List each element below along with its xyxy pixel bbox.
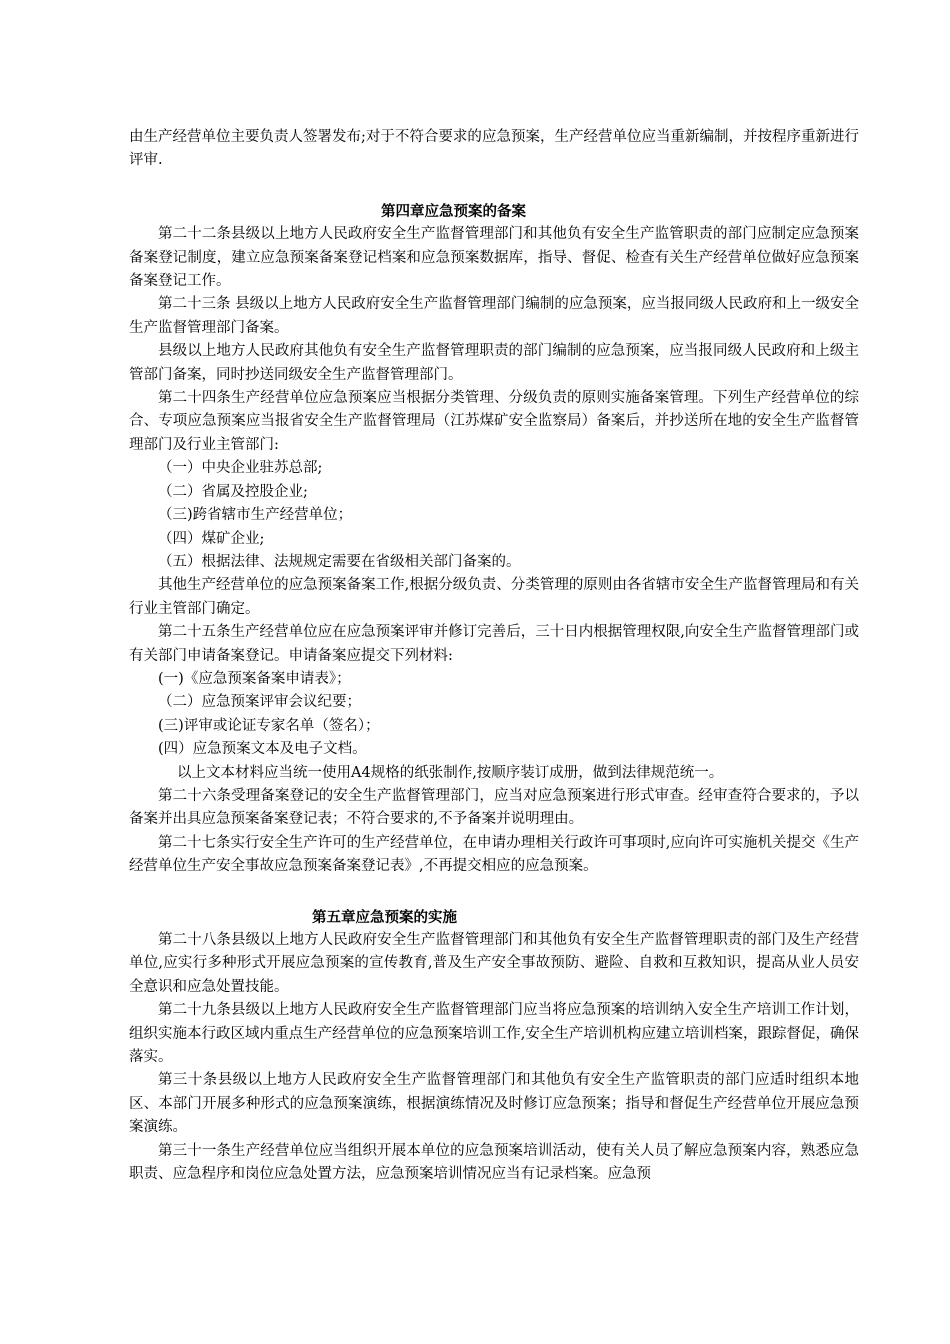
article-22: 第二十二条县级以上地方人民政府安全生产监督管理部门和其他负有安全生产监管职责的部门应制定应急预案备案登记制度，建立应急预案备案登记档案和应急预案数据库，指导、督促、检查有关生产经营单位做好应急预案备案登记工作。 xyxy=(129,226,859,290)
chapter-5-title: 第五章应急预案的实施 xyxy=(312,908,457,926)
list-item: （一）中央企业驻苏总部; xyxy=(158,460,323,477)
list-item: （五）根据法律、法规规定需要在省级相关部门备案的。 xyxy=(158,553,521,570)
article-24-tail: 其他生产经营单位的应急预案备案工作,根据分级负责、分类管理的原则由各省辖市安全生产监督管理局和有关行业主管部门确定。 xyxy=(129,577,859,617)
paragraph-continuation: 由生产经营单位主要负责人签署发布;对于不符合要求的应急预案，生产经营单位应当重新编制，并按程序重新进行评审. xyxy=(129,129,859,169)
article-23-paragraph-1: 第二十三条 县级以上地方人民政府安全生产监督管理部门编制的应急预案，应当报同级人民政府和上一级安全生产监督管理部门备案。 xyxy=(129,296,859,336)
article-27: 第二十七条实行安全生产许可的生产经营单位，在申请办理相关行政许可事项时,应向许可实施机关提交《生产经营单位生产安全事故应急预案备案登记表》,不再提交相应的应急预案。 xyxy=(129,834,859,875)
article-25: 第二十五条生产经营单位应在应急预案评审并修订完善后，三十日内根据管理权限,向安全生产监督管理部门或有关部门申请备案登记。申请备案应提交下列材料: xyxy=(129,624,859,664)
article-25-note: 以上文本材料应当统一使用A4规格的纸张制作,按顺序装订成册，做到法律规范统一。 xyxy=(177,764,724,781)
list-item: (四）应急预案文本及电子文档。 xyxy=(158,741,367,758)
list-item: (三)评审或论证专家名单（签名）； xyxy=(158,717,380,734)
article-28: 第二十八条县级以上地方人民政府安全生产监督管理部门和其他负有安全生产监督管理职责的部门及生产经营单位,应实行多种形式开展应急预案的宣传教育,普及生产安全事故预防、避险、自救和互救知识，提高从业人员安全意识和应急处置技能。 xyxy=(129,932,859,995)
list-item: （四）煤矿企业; xyxy=(158,530,265,547)
article-26: 第二十六条受理备案登记的安全生产监督管理部门，应当对应急预案进行形式审查。经审查符合要求的，予以备案并出具应急预案备案登记表；不符合要求的,不予备案并说明理由。 xyxy=(129,787,859,828)
document-body xyxy=(129,126,859,1186)
article-23-paragraph-2: 县级以上地方人民政府其他负有安全生产监督管理职责的部门编制的应急预案，应当报同级人民政府和上级主管部门备案，同时抄送同级安全生产监督管理部门。 xyxy=(129,343,859,383)
list-item: （三)跨省辖市生产经营单位； xyxy=(158,507,353,524)
list-item: （二）应急预案评审会议纪要； xyxy=(158,694,361,711)
article-29: 第二十九条县级以上地方人民政府安全生产监督管理部门应当将应急预案的培训纳入安全生产培训工作计划，组织实施本行政区域内重点生产经营单位的应急预案培训工作,安全生产培训机构应建立培训档案，跟踪督促，确保落实。 xyxy=(129,1002,859,1066)
article-31: 第三十一条生产经营单位应当组织开展本单位的应急预案培训活动，使有关人员了解应急预案内容，熟悉应急职责、应急程序和岗位应急处置方法，应急预案培训情况应当有记录档案。应急预 xyxy=(129,1142,859,1183)
chapter-4-title: 第四章应急预案的备案 xyxy=(381,202,526,220)
article-30: 第三十条县级以上地方人民政府安全生产监督管理部门和其他负有安全生产监管职责的部门应适时组织本地区、本部门开展多种形式的应急预案演练，根据演练情况及时修订应急预案；指导和督促生产经营单位开展应急预案演练。 xyxy=(129,1072,859,1136)
article-24: 第二十四条生产经营单位应急预案应当根据分类管理、分级负责的原则实施备案管理。下列生产经营单位的综合、专项应急预案应当报省安全生产监督管理局（江苏煤矿安全监察局）备案后，并抄送所在地的安全生产监督管理部门及行业主管部门: xyxy=(129,390,859,453)
list-item: (一)《应急预案备案申请表》； xyxy=(158,670,351,687)
list-item: （二）省属及控股企业; xyxy=(158,483,308,500)
